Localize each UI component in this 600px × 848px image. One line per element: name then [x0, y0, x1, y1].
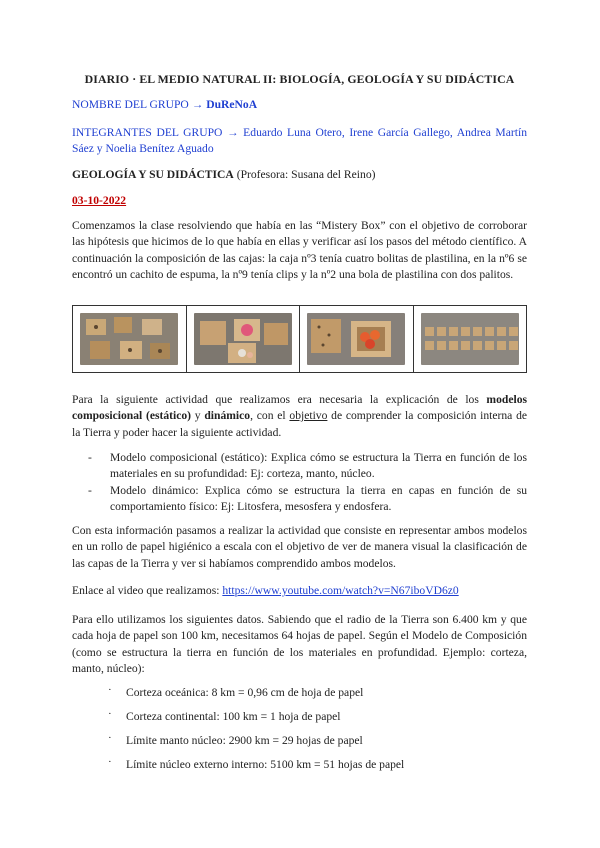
- photo-cell: [414, 306, 527, 372]
- bullet-text: Corteza oceánica: 8 km = 0,96 cm de hoja de papel: [126, 686, 364, 699]
- dash-bullet: -: [88, 483, 92, 497]
- subject-line: [72, 167, 375, 183]
- dot-bullet: ·: [108, 732, 112, 744]
- box-photo-2: [194, 313, 292, 365]
- p2-bold-compositional: modelos composicional (estático): [72, 393, 527, 423]
- document-title: DIARIO · EL MEDIO NATURAL II: BIOLOGÍA, GEOLOGÍA Y SU DIDÁCTICA: [84, 72, 515, 86]
- p2-text: y: [191, 409, 205, 423]
- dot-bullet: ·: [108, 684, 112, 696]
- bullet-text: Límite manto núcleo: 2900 km = 29 hojas de papel: [126, 734, 363, 747]
- video-link-label: Enlace al video que realizamos:: [72, 584, 223, 597]
- box-photo-4: [421, 313, 519, 365]
- p2-text: de comprender la composición interna de la Tierra y poder hacer la siguiente actividad.: [72, 409, 528, 439]
- group-name-line: [72, 97, 257, 113]
- paragraph-data: Para ello utilizamos los siguientes datos. Sabiendo que el radio de la Tierra son 6.400 km y que cada hoja de papel son 100 km, necesitamos 64 hojas de papel. Según el Modelo de Composición (como se estructura la tierra en función de los materiales en profundidad. Ejemplo: corteza, manto, núcleo):: [72, 613, 527, 675]
- group-name: DuReNoA: [206, 98, 258, 111]
- dot-bullet: ·: [108, 708, 112, 720]
- p2-text: , con el: [250, 409, 290, 423]
- box-photo-3: [307, 313, 405, 365]
- p2-bold-dynamic: dinámico: [204, 409, 251, 423]
- list-item-text: Modelo composicional (estático): Explica cómo se estructura la Tierra en función de los materiales en su profundidad: Ej: corteza, manto, núcleo.: [110, 451, 527, 481]
- teacher: (Profesora: Susana del Reino): [233, 168, 376, 181]
- photo-cell: [300, 306, 414, 372]
- paragraph-mistery-box: Comenzamos la clase resolviendo que había en las “Mistery Box” con el objetivo de corroborar las hipótesis que hicimos de lo que había en ellas y verificar así los pasos del método científico. A continuación la composición de las cajas: la caja nº3 tenía cuatro bolitas de plastilina, en la nº6 se encontró un cachito de espuma, la nº9 tenía clips y la nº2 una bola de plastilina con dos palitos.: [72, 219, 527, 281]
- photo-cell: [187, 306, 301, 372]
- subject-name: GEOLOGÍA Y SU DIDÁCTICA: [72, 168, 234, 181]
- paragraph-activity: Con esta información pasamos a realizar la actividad que consiste en representar ambos modelos en un rollo de papel higiénico a escala con el objetivo de ver de manera visual la clasificación de las capas de la Tierra y ver si habíamos comprendido ambos modelos.: [72, 524, 527, 570]
- photo-table: [72, 305, 527, 373]
- bullet-text: Corteza continental: 100 km = 1 hoja de papel: [126, 710, 341, 723]
- box-photo-1: [80, 313, 178, 365]
- entry-date: 03-10-2022: [72, 194, 127, 207]
- group-label: NOMBRE DEL GRUPO →: [72, 98, 207, 111]
- list-item: [72, 483, 527, 516]
- photo-cell: [73, 306, 187, 372]
- dot-bullet: ·: [108, 756, 112, 768]
- list-item: [72, 450, 527, 483]
- bullet-text: Límite núcleo externo interno: 5100 km = 51 hojas de papel: [126, 758, 405, 771]
- group-members: INTEGRANTES DEL GRUPO → Eduardo Luna Otero, Irene García Gallego, Andrea Martín Sáez y Noelia Benítez Aguado: [72, 126, 527, 156]
- models-list: [72, 450, 527, 515]
- p2-underline-objective: objetivo: [289, 409, 328, 423]
- p2-text: Para la siguiente actividad que realizamos era necesaria la explicación de los: [72, 393, 487, 406]
- paragraph-models-intro: [72, 392, 527, 441]
- video-link-line: [72, 583, 527, 599]
- video-link[interactable]: https://www.youtube.com/watch?v=N67iboVD6z0: [222, 584, 459, 597]
- dash-bullet: -: [88, 451, 92, 464]
- list-item-text: Modelo dinámico: Explica cómo se estructura la tierra en capas en función de su comportamiento físico: Ej: Litosfera, mesosfera y endosfera.: [110, 483, 527, 513]
